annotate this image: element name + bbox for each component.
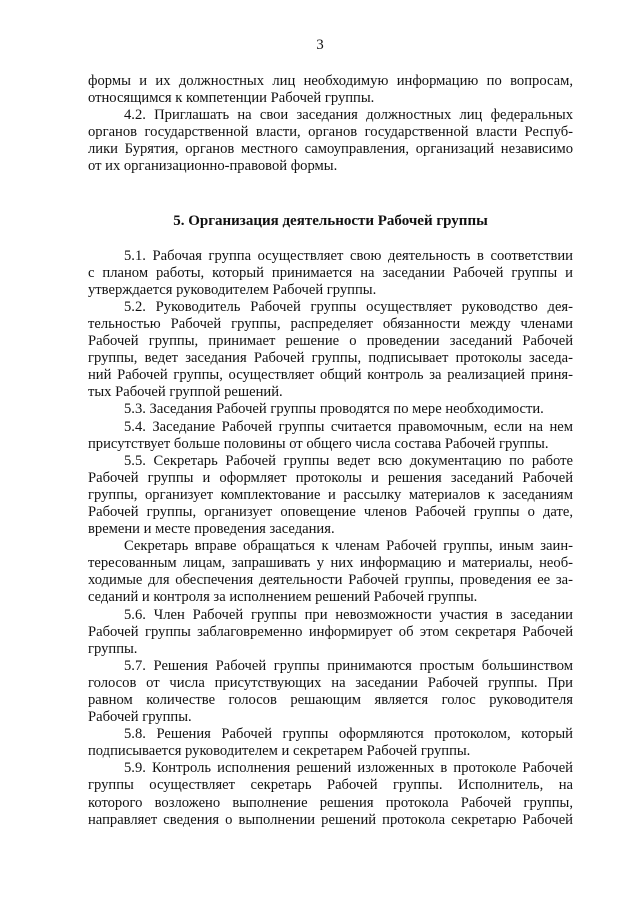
text-line: утверждается руководителем Рабочей группы. [88, 281, 377, 298]
paragraph-p-5-6 [88, 607, 573, 658]
text-line: с планом работы, который принимается на заседании Рабочей группы и [88, 264, 573, 281]
paragraph-p-5-1 [88, 248, 573, 299]
text-line: седаний и контроля за исполнением решений Рабочей группы. [88, 589, 478, 606]
section-5-body [88, 248, 573, 829]
text-line: формы и их должностных лиц необходимую информацию по вопросам, [88, 73, 573, 89]
paragraph-p-cont [88, 73, 573, 107]
text-line: Секретарь вправе обращаться к членам Рабочей группы, иным заин- [124, 538, 573, 555]
text-line: подписывается руководителем и секретарем Рабочей группы. [88, 743, 471, 760]
paragraph-p-5-2 [88, 299, 573, 402]
paragraph-p-4-2 [88, 107, 573, 175]
text-line: присутствует больше половины от общего числа состава Рабочей группы. [88, 435, 549, 452]
text-line: времени и месте проведения заседания. [88, 521, 335, 538]
text-line: группы осуществляет секретарь Рабочей группы. Исполнитель, на [88, 777, 573, 794]
text-line: Рабочей группы заблаговременно информирует об этом секретаря Рабочей [88, 623, 573, 640]
text-line: группы. [88, 640, 138, 657]
text-line: тых Рабочей группой решений. [88, 384, 283, 401]
text-line: 5.6. Член Рабочей группы при невозможности участия в заседании [124, 606, 573, 623]
paragraph-p-5-4 [88, 419, 573, 453]
text-line: 5.3. Заседания Рабочей группы проводятся по мере необходимости. [124, 401, 544, 418]
text-line: тельностью Рабочей группы, распределяет обязанности между членами [88, 315, 573, 332]
paragraph-p-secretary [88, 538, 573, 606]
text-line: Рабочей группы, организует оповещение членов Рабочей группы о дате, [88, 503, 573, 520]
text-line: тересованным лицам, запрашивать у них информацию и материалы, необ- [88, 555, 573, 572]
text-line: голосов от числа присутствующих на заседании Рабочей группы. При [88, 674, 573, 691]
text-line: лики Бурятия, органов местного самоуправления, организаций независимо [88, 141, 573, 158]
text-line: ний Рабочей группы, осуществляет общий контроль за реализацией приня- [88, 367, 573, 384]
text-line: 5.9. Контроль исполнения решений изложенных в протоколе Рабочей [124, 760, 573, 777]
text-line: Рабочей группы и оформляет протоколы и решения заседаний Рабочей [88, 469, 573, 486]
text-line: 5.5. Секретарь Рабочей группы ведет всю документацию по работе [124, 452, 573, 469]
text-line: ходимые для обеспечения деятельности Рабочей группы, проведения ее за- [88, 572, 573, 589]
text-line: 4.2. Приглашать на свои заседания должностных лиц федеральных [124, 107, 573, 124]
text-line: которого возложено выполнение решения протокола Рабочей группы, [88, 794, 573, 811]
page-number: 3 [316, 37, 324, 53]
section-4-continuation [88, 73, 573, 176]
text-line: относящимся к компетенции Рабочей группы. [88, 90, 375, 107]
paragraph-p-5-7 [88, 658, 573, 726]
section-heading: 5. Организация деятельности Рабочей группы [173, 212, 488, 229]
paragraph-p-5-8 [88, 726, 573, 760]
text-line: Рабочей группы, принимает решение о проведении заседаний Рабочей [88, 333, 573, 350]
document-body [88, 73, 573, 829]
paragraph-p-5-3 [88, 401, 573, 418]
text-line: направляет сведения о выполнении решений протокола секретарю Рабочей [88, 811, 573, 828]
text-line: 5.8. Решения Рабочей группы оформляются протоколом, который [124, 726, 573, 743]
text-line: органов государственной власти, органов государственной власти Респуб- [88, 124, 573, 141]
text-line: 5.4. Заседание Рабочей группы считается правомочным, если на нем [124, 418, 573, 435]
text-line: группы, организует комплектование и рассылку материалов к заседаниям [88, 486, 573, 503]
text-line: от их организационно-правовой формы. [88, 158, 338, 175]
text-line: равном количестве голосов решающим является голос руководителя [88, 692, 573, 708]
text-line: 5.7. Решения Рабочей группы принимаются простым большинством [124, 657, 573, 674]
text-line: 5.1. Рабочая группа осуществляет свою деятельность в соответствии [124, 247, 573, 264]
text-line: 5.2. Руководитель Рабочей группы осуществляет руководство дея- [124, 298, 573, 315]
text-line: группы, ведет заседания Рабочей группы, подписывает протоколы заседа- [88, 350, 573, 367]
paragraph-p-5-9 [88, 760, 573, 828]
paragraph-p-5-5 [88, 453, 573, 538]
text-line: Рабочей группы. [88, 709, 192, 726]
